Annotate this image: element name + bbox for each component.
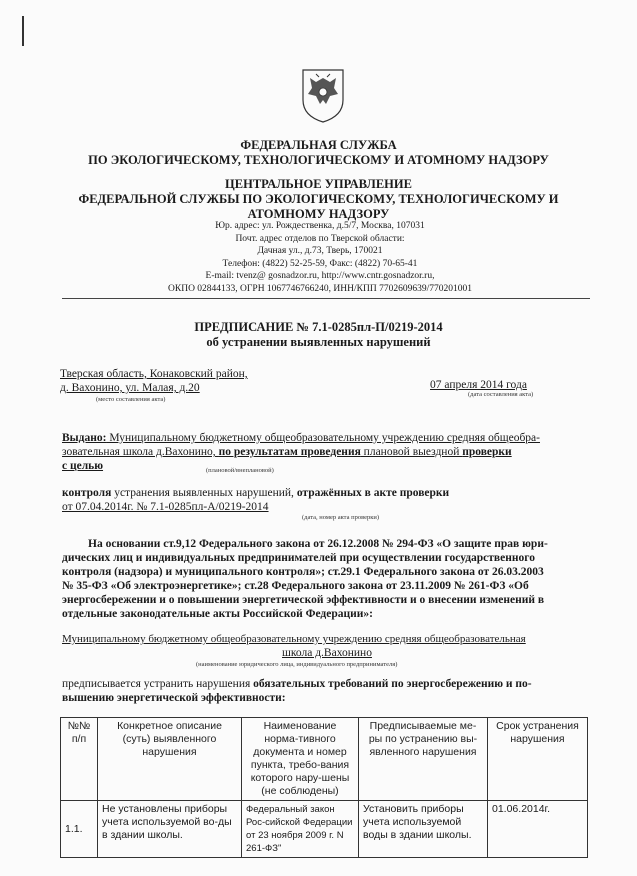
scan-edge-mark — [22, 16, 24, 46]
dept-line-2: ФЕДЕРАЛЬНОЙ СЛУЖБЫ ПО ЭКОЛОГИЧЕСКОМУ, ТЕХНОЛОГИЧЕСКОМУ И — [78, 192, 559, 206]
issued-text-3: с целью — [62, 460, 104, 472]
place-caption: (место составления акта) — [96, 396, 166, 403]
contact-line: Телефон: (4822) 52-25-59, Факс: (4822) 70-65-41 — [222, 258, 418, 269]
issued-text-2d: проверки — [462, 446, 512, 458]
dept-line-1: ЦЕНТРАЛЬНОЕ УПРАВЛЕНИЕ — [225, 177, 412, 191]
basis-line: № 35-ФЗ «Об электроэнергетике»; ст.28 Федерального закона от 23.11.2009 № 261-ФЗ «Об — [62, 580, 529, 592]
order-b: обязательных требований по энергосбережению и по- — [250, 678, 532, 690]
department-name — [0, 177, 637, 222]
title-line-1: ПРЕДПИСАНИЕ № 7.1-0285пл-П/0219-2014 — [194, 320, 443, 334]
header-description: Конкретное описание (суть) выявленного нарушения — [98, 718, 242, 801]
cell-description: Не установлены приборы учета используемой во-ды в здании школы. — [98, 801, 242, 858]
contact-line: E-mail: tvenz@ gosnadzor.ru, http://www.cntr.gosnadzor.ru, — [205, 271, 435, 281]
act-caption: (дата, номер акта проверки) — [302, 514, 380, 521]
issued-text-2a: зовательная школа д.Вахонино, — [62, 446, 219, 458]
issued-text-1: Муниципальному бюджетному общеобразовательному учреждению средняя общеобра- — [106, 432, 540, 444]
coat-of-arms-emblem — [298, 66, 348, 124]
contact-line: Почт. адрес отделов по Тверской области: — [235, 233, 405, 244]
header-normative: Наименование норма-тивного документа и номер пункта, требо-вания которого нару-шены (не соблюдены) — [242, 718, 359, 801]
header-divider — [62, 298, 590, 299]
contact-line: Дачная ул., д.73, Тверь, 170021 — [257, 246, 383, 256]
cell-number: 1.1. — [61, 801, 98, 858]
table-row — [61, 801, 588, 858]
dept-line-3: АТОМНОМУ НАДЗОРУ — [247, 207, 390, 221]
document-title — [0, 320, 637, 350]
purpose-block — [62, 486, 592, 514]
issued-to-block — [62, 431, 592, 473]
violations-table — [60, 717, 588, 858]
purpose-b: устранения выявленных нарушений, — [111, 487, 297, 499]
contact-line: ОКПО 02844133, ОГРН 1067746766240, ИНН/КПП 7702609639/770201001 — [168, 283, 472, 294]
header-deadline: Срок устранения нарушения — [488, 718, 588, 801]
cell-measures: Установить приборы учета используемой воды в здании школы. — [359, 801, 488, 858]
recipient-caption: (наименование юридического лица, индивидуального предпринимателя) — [196, 661, 398, 668]
basis-line: контроля (надзора) и муниципального контроля»; ст.29.1 Федерального закона от 26.03.2003 — [62, 566, 544, 578]
date-caption: (дата составления акта) — [468, 391, 534, 398]
issued-label: Выдано: — [62, 432, 107, 444]
recipient-line-1: Муниципальному бюджетному общеобразовательному учреждению средняя общеобразовательная — [62, 633, 526, 645]
contact-block — [60, 220, 580, 295]
issued-text-2c: плановой выездной — [360, 446, 463, 458]
issue-date: 07 апреля 2014 года — [430, 379, 527, 391]
title-line-2: об устранении выявленных нарушений — [206, 335, 431, 349]
place-line-2: д. Вахонино, ул. Малая, д.20 — [60, 382, 200, 394]
basis-line: дических лиц и индивидуальных предпринимателей при осуществлении государственного — [62, 552, 535, 564]
agency-line-1: ФЕДЕРАЛЬНАЯ СЛУЖБА — [240, 138, 397, 152]
issued-text-2b: по результатам проведения — [218, 446, 361, 458]
basis-line: На основании ст.9,12 Федерального закона от 26.12.2008 № 294-ФЗ «О защите прав юри- — [88, 538, 548, 550]
place-of-issue — [60, 367, 248, 395]
inspection-type-caption: (плановой/внеплановой) — [206, 467, 274, 474]
legal-basis — [62, 537, 592, 621]
order-text — [62, 677, 592, 705]
act-reference: от 07.04.2014г. № 7.1-0285пл-А/0219-2014 — [62, 501, 269, 513]
order-c: вышению энергетической эффективности: — [62, 692, 286, 704]
place-line-1: Тверская область, Конаковский район, — [60, 368, 248, 380]
header-number: №№ п/п — [61, 718, 98, 801]
header-measures: Предписываемые ме-ры по устранению вы-явленного нарушения — [359, 718, 488, 801]
contact-line: Юр. адрес: ул. Рождественка, д.5/7, Москва, 107031 — [215, 221, 425, 231]
agency-name — [0, 138, 637, 168]
cell-normative: Федеральный закон Рос-сийской Федерации от 23 ноября 2009 г. N 261-ФЗ" — [242, 801, 359, 858]
recipient-line-2: школа д.Вахонино — [282, 647, 372, 659]
purpose-c: отражённых в акте проверки — [296, 487, 450, 499]
purpose-a: контроля — [62, 487, 112, 499]
recipient-block — [62, 632, 592, 660]
table-header-row — [61, 718, 588, 801]
basis-line: энергосбережении и о повышении энергетической эффективности и о внесении изменений в — [62, 594, 545, 606]
agency-line-2: ПО ЭКОЛОГИЧЕСКОМУ, ТЕХНОЛОГИЧЕСКОМУ И АТОМНОМУ НАДЗОРУ — [88, 153, 549, 167]
order-a: предписывается устранить нарушения — [62, 678, 251, 690]
basis-line: отдельные законодательные акты Российской Федерации»: — [62, 608, 373, 620]
cell-deadline: 01.06.2014г. — [488, 801, 588, 858]
